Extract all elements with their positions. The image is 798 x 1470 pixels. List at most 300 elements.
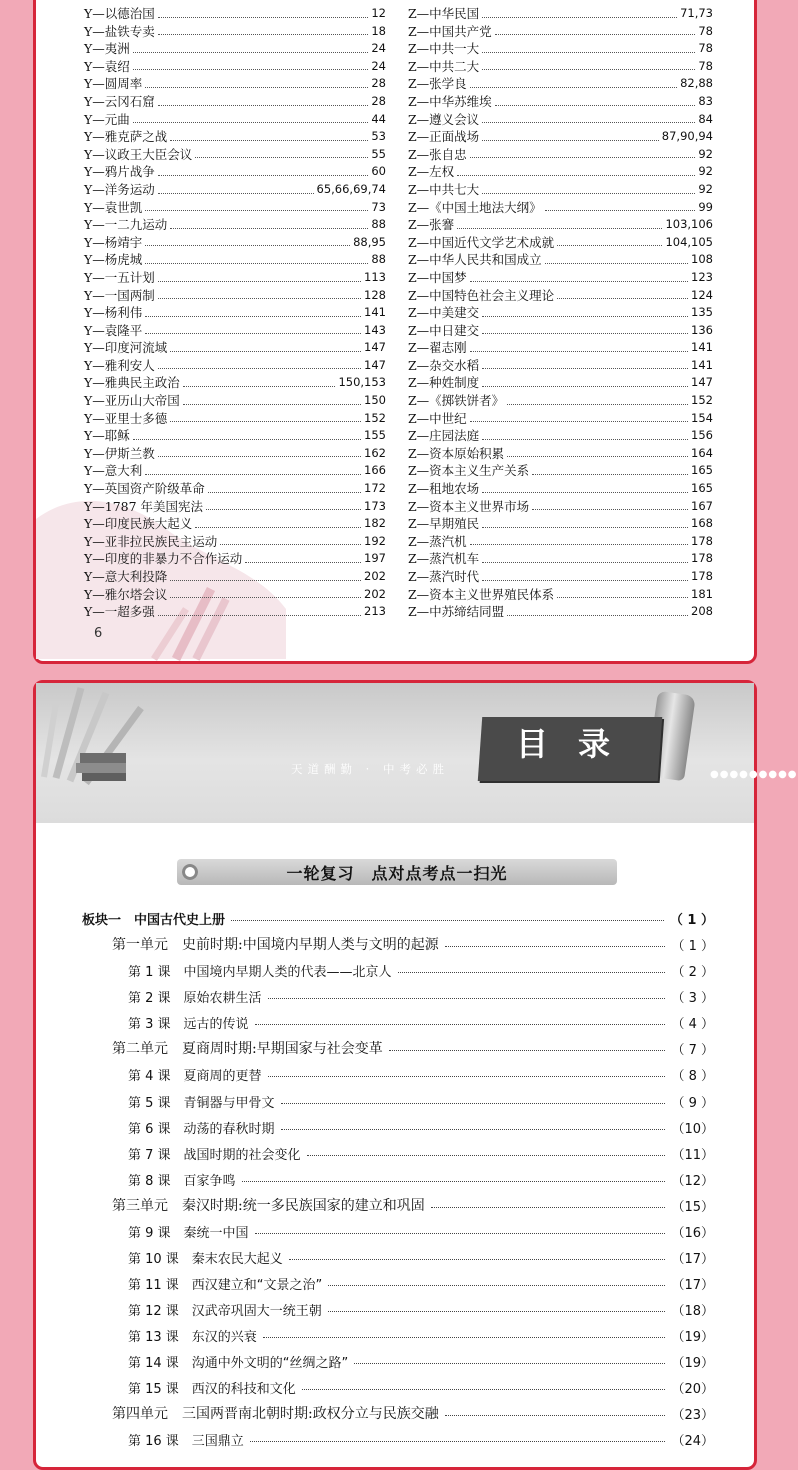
toc-lesson bbox=[82, 1241, 714, 1267]
dot-leader bbox=[307, 1155, 666, 1156]
index-pages: 82,88 bbox=[680, 76, 713, 91]
index-pages: 83 bbox=[698, 93, 713, 108]
dot-leader bbox=[281, 1103, 666, 1104]
index-entry bbox=[84, 392, 386, 410]
toc-page-number: （ 1 ） bbox=[669, 913, 714, 929]
index-entry bbox=[408, 251, 713, 269]
index-pages: 88 bbox=[371, 217, 386, 232]
toc-lesson bbox=[82, 1006, 714, 1032]
dot-leader bbox=[170, 140, 368, 141]
index-term: Y—耶稣 bbox=[84, 428, 130, 444]
index-entry bbox=[408, 199, 713, 217]
dot-leader bbox=[145, 263, 368, 264]
index-entry bbox=[84, 163, 386, 181]
dot-leader bbox=[507, 404, 688, 405]
dot-leader bbox=[133, 122, 369, 123]
index-term: Z—中华苏维埃 bbox=[408, 93, 492, 109]
dot-leader bbox=[158, 368, 361, 369]
index-entry bbox=[408, 392, 713, 410]
index-term: Y—亚历山大帝国 bbox=[84, 393, 180, 409]
dot-leader bbox=[482, 368, 688, 369]
dot-leader bbox=[158, 175, 369, 176]
dot-leader bbox=[445, 946, 666, 947]
index-term: Y—印度的非暴力不合作运动 bbox=[84, 551, 243, 567]
index-entry bbox=[84, 93, 386, 111]
index-page-panel bbox=[33, 0, 757, 664]
toc-page-number: （17） bbox=[671, 1277, 714, 1293]
index-entry bbox=[84, 445, 386, 463]
index-pages: 24 bbox=[371, 58, 386, 73]
index-entry bbox=[408, 146, 713, 164]
index-entry bbox=[84, 146, 386, 164]
dot-leader bbox=[482, 580, 688, 581]
dot-leader bbox=[158, 615, 361, 616]
index-pages: 44 bbox=[371, 111, 386, 126]
dot-leader bbox=[482, 333, 688, 334]
index-entry bbox=[84, 427, 386, 445]
index-pages: 113 bbox=[364, 269, 386, 284]
index-term: Y—雅利安人 bbox=[84, 357, 155, 373]
index-pages: 165 bbox=[691, 481, 713, 496]
index-entry bbox=[408, 462, 713, 480]
index-entry bbox=[408, 304, 713, 322]
index-term: Z—《中国土地法大纲》 bbox=[408, 199, 542, 215]
index-pages: 88 bbox=[371, 252, 386, 267]
index-pages: 92 bbox=[698, 181, 713, 196]
index-pages: 18 bbox=[371, 23, 386, 38]
dot-leader bbox=[445, 1415, 666, 1416]
index-term: Y—雅尔塔会议 bbox=[84, 586, 168, 602]
toc-title: 第 13 课 东汉的兴衰 bbox=[128, 1330, 257, 1346]
index-pages: 65,66,69,74 bbox=[316, 181, 386, 196]
index-pages: 78 bbox=[698, 23, 713, 38]
index-pages: 173 bbox=[364, 498, 386, 513]
index-pages: 141 bbox=[691, 357, 713, 372]
index-pages: 166 bbox=[364, 463, 386, 478]
index-term: Y—亚非拉民族民主运动 bbox=[84, 533, 218, 549]
toc-title: 第 10 课 秦末农民大起义 bbox=[128, 1251, 283, 1267]
index-term: Z—中美建交 bbox=[408, 305, 480, 321]
index-entry bbox=[408, 111, 713, 129]
dot-leader bbox=[289, 1259, 666, 1260]
toc-page-number: （16） bbox=[671, 1225, 714, 1241]
toc-title: 第三单元 秦汉时期:统一多民族国家的建立和巩固 bbox=[112, 1197, 425, 1214]
index-term: Y—议政王大臣会议 bbox=[84, 146, 193, 162]
toc-section bbox=[82, 902, 714, 928]
toc-lesson bbox=[82, 954, 714, 980]
index-pages: 104,105 bbox=[665, 234, 713, 249]
index-pages: 162 bbox=[364, 445, 386, 460]
index-entry bbox=[408, 374, 713, 392]
index-entry bbox=[84, 357, 386, 375]
toc-page-number: （19） bbox=[671, 1356, 714, 1372]
toc-title: 第 7 课 战国时期的社会变化 bbox=[128, 1147, 301, 1163]
toc-lesson bbox=[82, 1084, 714, 1110]
index-pages: 78 bbox=[698, 58, 713, 73]
index-entry bbox=[408, 75, 713, 93]
index-term: Z—种姓制度 bbox=[408, 375, 480, 391]
dot-leader bbox=[133, 52, 369, 53]
index-pages: 28 bbox=[371, 93, 386, 108]
dot-leader bbox=[255, 1233, 666, 1234]
toc-lesson bbox=[82, 1293, 714, 1319]
index-term: Y—一五计划 bbox=[84, 269, 155, 285]
dot-leader bbox=[268, 998, 666, 999]
index-entry bbox=[84, 181, 386, 199]
index-term: Z—庄园法庭 bbox=[408, 428, 480, 444]
index-entry bbox=[408, 93, 713, 111]
index-term: Y—袁隆平 bbox=[84, 322, 143, 338]
index-pages: 28 bbox=[371, 76, 386, 91]
dot-leader bbox=[482, 69, 695, 70]
index-term: Z—中苏缔结同盟 bbox=[408, 604, 505, 620]
index-term: Z—中国特色社会主义理论 bbox=[408, 287, 555, 303]
index-term: Z—中国梦 bbox=[408, 269, 467, 285]
dot-leader bbox=[495, 34, 696, 35]
dot-leader bbox=[470, 281, 688, 282]
index-pages: 147 bbox=[691, 375, 713, 390]
dot-leader bbox=[557, 298, 688, 299]
toc-title: 第二单元 夏商周时期:早期国家与社会变革 bbox=[112, 1041, 383, 1058]
index-pages: 168 bbox=[691, 516, 713, 531]
index-term: Y—元曲 bbox=[84, 111, 130, 127]
toc-title: 第 4 课 夏商周的更替 bbox=[128, 1069, 262, 1085]
index-entry bbox=[408, 163, 713, 181]
index-entry bbox=[408, 410, 713, 428]
dot-leader bbox=[389, 1050, 666, 1051]
contents-page-panel bbox=[33, 680, 798, 1470]
index-entry bbox=[408, 498, 713, 516]
slogan-text: 天道酬勤 · 中考必胜 bbox=[291, 762, 449, 776]
toc-title: 第 16 课 三国鼎立 bbox=[128, 1434, 244, 1450]
dot-leader bbox=[532, 509, 688, 510]
index-entry bbox=[84, 287, 386, 305]
toc-page-number: （11） bbox=[671, 1147, 714, 1163]
toc-title: 第四单元 三国两晋南北朝时期:政权分立与民族交融 bbox=[112, 1406, 439, 1423]
dot-leader bbox=[208, 492, 361, 493]
toc-title: 第 2 课 原始农耕生活 bbox=[128, 991, 262, 1007]
dot-leader bbox=[354, 1363, 665, 1364]
index-pages: 92 bbox=[698, 146, 713, 161]
index-pages: 135 bbox=[691, 305, 713, 320]
index-term: Z—资本主义生产关系 bbox=[408, 463, 530, 479]
index-entry bbox=[84, 462, 386, 480]
index-pages: 24 bbox=[371, 41, 386, 56]
index-pages: 88,95 bbox=[353, 234, 386, 249]
index-entry bbox=[408, 234, 713, 252]
dot-leader bbox=[470, 351, 688, 352]
index-pages: 141 bbox=[364, 305, 386, 320]
section-title: 一轮复习 点对点考点一扫光 bbox=[286, 864, 508, 883]
dot-leader bbox=[482, 492, 688, 493]
index-entry bbox=[84, 251, 386, 269]
index-pages: 181 bbox=[691, 586, 713, 601]
index-pages: 99 bbox=[698, 199, 713, 214]
dot-leader bbox=[183, 404, 361, 405]
index-term: Y—一二九运动 bbox=[84, 217, 168, 233]
toc-lesson bbox=[82, 1111, 714, 1137]
toc-title: 第 1 课 中国境内早期人类的代表——北京人 bbox=[128, 965, 392, 981]
dot-leader bbox=[532, 474, 688, 475]
index-term: Z—中共七大 bbox=[408, 181, 480, 197]
index-term: Y—伊斯兰教 bbox=[84, 445, 155, 461]
toc-page-number: （ 3 ） bbox=[671, 991, 714, 1007]
index-entry bbox=[84, 5, 386, 23]
index-term: Y—洋务运动 bbox=[84, 181, 155, 197]
index-pages: 156 bbox=[691, 428, 713, 443]
index-entry bbox=[84, 269, 386, 287]
dot-leader bbox=[220, 544, 361, 545]
dot-leader bbox=[302, 1389, 666, 1390]
index-pages: 136 bbox=[691, 322, 713, 337]
dot-leader bbox=[545, 210, 696, 211]
index-term: Y—鸦片战争 bbox=[84, 164, 155, 180]
index-entry bbox=[408, 550, 713, 568]
index-entry bbox=[408, 128, 713, 146]
dot-leader bbox=[158, 456, 361, 457]
index-entry bbox=[408, 339, 713, 357]
dot-leader bbox=[133, 439, 361, 440]
index-term: Z—中国共产党 bbox=[408, 23, 492, 39]
toc-title: 第一单元 史前时期:中国境内早期人类与文明的起源 bbox=[112, 937, 439, 954]
dot-leader bbox=[557, 245, 662, 246]
index-term: Z—中国近代文学艺术成就 bbox=[408, 234, 555, 250]
dot-leader bbox=[457, 228, 662, 229]
dot-leader bbox=[250, 1441, 666, 1442]
toc-page-number: （ 7 ） bbox=[671, 1043, 714, 1059]
dot-leader bbox=[482, 140, 659, 141]
dot-leader bbox=[170, 351, 361, 352]
index-pages: 155 bbox=[364, 428, 386, 443]
dot-leader bbox=[470, 421, 688, 422]
toc-lesson bbox=[82, 1371, 714, 1397]
dot-leader bbox=[507, 615, 688, 616]
index-entry bbox=[408, 586, 713, 604]
index-pages: 55 bbox=[371, 146, 386, 161]
dot-leader bbox=[507, 456, 688, 457]
dot-leader bbox=[158, 281, 361, 282]
dot-leader bbox=[482, 439, 688, 440]
dot-leader bbox=[145, 87, 368, 88]
toc-title: 第 12 课 汉武帝巩固大一统王朝 bbox=[128, 1304, 322, 1319]
index-term: Y—袁绍 bbox=[84, 58, 130, 74]
dot-leader bbox=[398, 972, 666, 973]
dot-leader bbox=[145, 245, 350, 246]
index-pages: 202 bbox=[364, 586, 386, 601]
index-entry bbox=[84, 216, 386, 234]
dot-leader bbox=[245, 562, 361, 563]
index-entry bbox=[408, 533, 713, 551]
dot-leader bbox=[158, 193, 314, 194]
toc-page-number: （ 8 ） bbox=[671, 1069, 714, 1085]
index-entry bbox=[84, 111, 386, 129]
index-term: Z—中世纪 bbox=[408, 410, 467, 426]
toc-page-number: （12） bbox=[671, 1173, 714, 1189]
index-entry bbox=[84, 586, 386, 604]
dot-leader bbox=[482, 386, 688, 387]
index-entry bbox=[408, 58, 713, 76]
dot-leader bbox=[206, 509, 361, 510]
toc-title: 第 3 课 远古的传说 bbox=[128, 1017, 249, 1033]
toc-title: 第 6 课 动荡的春秋时期 bbox=[128, 1121, 275, 1137]
index-pages: 178 bbox=[691, 533, 713, 548]
toc-lesson bbox=[82, 1163, 714, 1189]
index-term: Z—早期殖民 bbox=[408, 516, 480, 532]
index-pages: 87,90,94 bbox=[661, 129, 713, 144]
index-pages: 53 bbox=[371, 129, 386, 144]
dot-leader bbox=[457, 175, 695, 176]
toc-lesson bbox=[82, 1319, 714, 1345]
index-term: Y—雅克萨之战 bbox=[84, 129, 168, 145]
dot-leader bbox=[195, 157, 368, 158]
dot-leader bbox=[557, 597, 688, 598]
index-pages: 128 bbox=[364, 287, 386, 302]
index-entry bbox=[84, 23, 386, 41]
index-pages: 143 bbox=[364, 322, 386, 337]
index-term: Z—资本原始积累 bbox=[408, 445, 505, 461]
toc-page-number: （ 2 ） bbox=[671, 965, 714, 981]
dot-leader bbox=[281, 1129, 666, 1130]
dot-leader bbox=[482, 52, 695, 53]
dot-leader bbox=[482, 562, 688, 563]
dot-leader bbox=[482, 17, 677, 18]
index-entry bbox=[408, 480, 713, 498]
index-entry bbox=[84, 234, 386, 252]
toc-page-number: （17） bbox=[671, 1251, 714, 1267]
index-term: Y—意大利投降 bbox=[84, 569, 168, 584]
index-pages: 103,106 bbox=[665, 217, 713, 232]
index-entry bbox=[408, 322, 713, 340]
dot-leader bbox=[482, 122, 695, 123]
toc-unit bbox=[82, 1189, 714, 1215]
toc-lesson bbox=[82, 1137, 714, 1163]
toc-page-number: （ 9 ） bbox=[671, 1095, 714, 1111]
index-pages: 141 bbox=[691, 340, 713, 355]
index-pages: 172 bbox=[364, 481, 386, 496]
index-entry bbox=[84, 128, 386, 146]
index-entry bbox=[84, 58, 386, 76]
index-term: Y—杨靖宇 bbox=[84, 234, 143, 250]
dot-leader bbox=[170, 597, 361, 598]
index-pages: 71,73 bbox=[680, 6, 713, 20]
index-pages: 147 bbox=[364, 357, 386, 372]
dot-leader bbox=[255, 1024, 666, 1025]
index-term: Y—圆周率 bbox=[84, 76, 143, 92]
index-column-z bbox=[408, 5, 713, 621]
toc-lesson bbox=[82, 1215, 714, 1241]
index-term: Z—中华民国 bbox=[408, 6, 480, 21]
index-entry bbox=[84, 550, 386, 568]
dot-leader bbox=[145, 333, 361, 334]
index-pages: 197 bbox=[364, 551, 386, 566]
toc-unit bbox=[82, 928, 714, 954]
index-entry bbox=[408, 515, 713, 533]
index-term: Z—蒸汽机车 bbox=[408, 551, 480, 567]
index-pages: 154 bbox=[691, 410, 713, 425]
dot-leader bbox=[545, 263, 688, 264]
index-term: Z—资本主义世界市场 bbox=[408, 498, 530, 514]
dot-leader bbox=[145, 316, 361, 317]
index-term: Y—雅典民主政治 bbox=[84, 375, 180, 391]
dot-leader bbox=[195, 527, 361, 528]
index-pages: 182 bbox=[364, 516, 386, 531]
index-term: Z—资本主义世界殖民体系 bbox=[408, 586, 555, 602]
index-pages: 152 bbox=[364, 410, 386, 425]
index-term: Z—《掷铁饼者》 bbox=[408, 393, 505, 409]
index-pages: 202 bbox=[364, 569, 386, 583]
index-term: Y—以德治国 bbox=[84, 6, 155, 21]
index-term: Z—中日建交 bbox=[408, 322, 480, 338]
index-term: Z—正面战场 bbox=[408, 129, 480, 145]
index-pages: 178 bbox=[691, 551, 713, 566]
index-pages: 152 bbox=[691, 393, 713, 408]
index-entry bbox=[408, 445, 713, 463]
dot-leader bbox=[431, 1207, 666, 1208]
toc-lesson bbox=[82, 1267, 714, 1293]
index-term: Z—蒸汽机 bbox=[408, 533, 467, 549]
index-entry bbox=[84, 75, 386, 93]
toc-page-number: （19） bbox=[671, 1330, 714, 1346]
contents-title: 目录 bbox=[516, 725, 641, 763]
index-entry bbox=[84, 603, 386, 621]
contents-banner bbox=[36, 683, 798, 823]
index-pages: 165 bbox=[691, 463, 713, 478]
dot-leader bbox=[145, 210, 368, 211]
toc-title: 第 5 课 青铜器与甲骨文 bbox=[128, 1095, 275, 1111]
index-entry bbox=[408, 287, 713, 305]
dot-leader bbox=[231, 920, 664, 921]
toc-title: 第 9 课 秦统一中国 bbox=[128, 1225, 249, 1241]
index-entry bbox=[84, 322, 386, 340]
dot-leader bbox=[133, 69, 369, 70]
dot-leader bbox=[482, 193, 695, 194]
index-pages: 123 bbox=[691, 269, 713, 284]
index-pages: 150,153 bbox=[338, 375, 386, 390]
toc-page-number: （24） bbox=[671, 1434, 714, 1450]
index-term: Y—一国两制 bbox=[84, 287, 155, 303]
index-term: Z—张学良 bbox=[408, 76, 467, 92]
index-entry bbox=[84, 480, 386, 498]
index-term: Y—袁世凯 bbox=[84, 199, 143, 215]
dot-leader bbox=[242, 1181, 666, 1182]
index-term: Y—杨虎城 bbox=[84, 252, 143, 268]
index-entry bbox=[84, 199, 386, 217]
dot-leader bbox=[482, 316, 688, 317]
toc-lesson bbox=[82, 1345, 714, 1371]
index-term: Z—蒸汽时代 bbox=[408, 569, 480, 584]
index-pages: 78 bbox=[698, 41, 713, 56]
dot-leader bbox=[158, 105, 369, 106]
index-entry bbox=[84, 498, 386, 516]
toc-page-number: （15） bbox=[671, 1199, 714, 1215]
dot-leader bbox=[183, 386, 336, 387]
index-term: Z—张自忠 bbox=[408, 146, 467, 162]
dot-leader bbox=[470, 157, 696, 158]
index-term: Z—张謇 bbox=[408, 217, 455, 233]
dots-decoration: ●●●●●●●●● bbox=[710, 769, 798, 780]
index-term: Z—租地农场 bbox=[408, 481, 480, 497]
dot-leader bbox=[495, 105, 696, 106]
index-entry bbox=[408, 427, 713, 445]
dot-leader bbox=[328, 1285, 665, 1286]
dot-leader bbox=[263, 1337, 666, 1338]
toc-title: 第 11 课 西汉建立和“文景之治” bbox=[128, 1277, 323, 1293]
toc-lesson bbox=[82, 980, 714, 1006]
index-entry bbox=[408, 269, 713, 287]
toc-lesson bbox=[82, 1423, 714, 1449]
index-entry bbox=[408, 216, 713, 234]
dot-leader bbox=[158, 298, 361, 299]
